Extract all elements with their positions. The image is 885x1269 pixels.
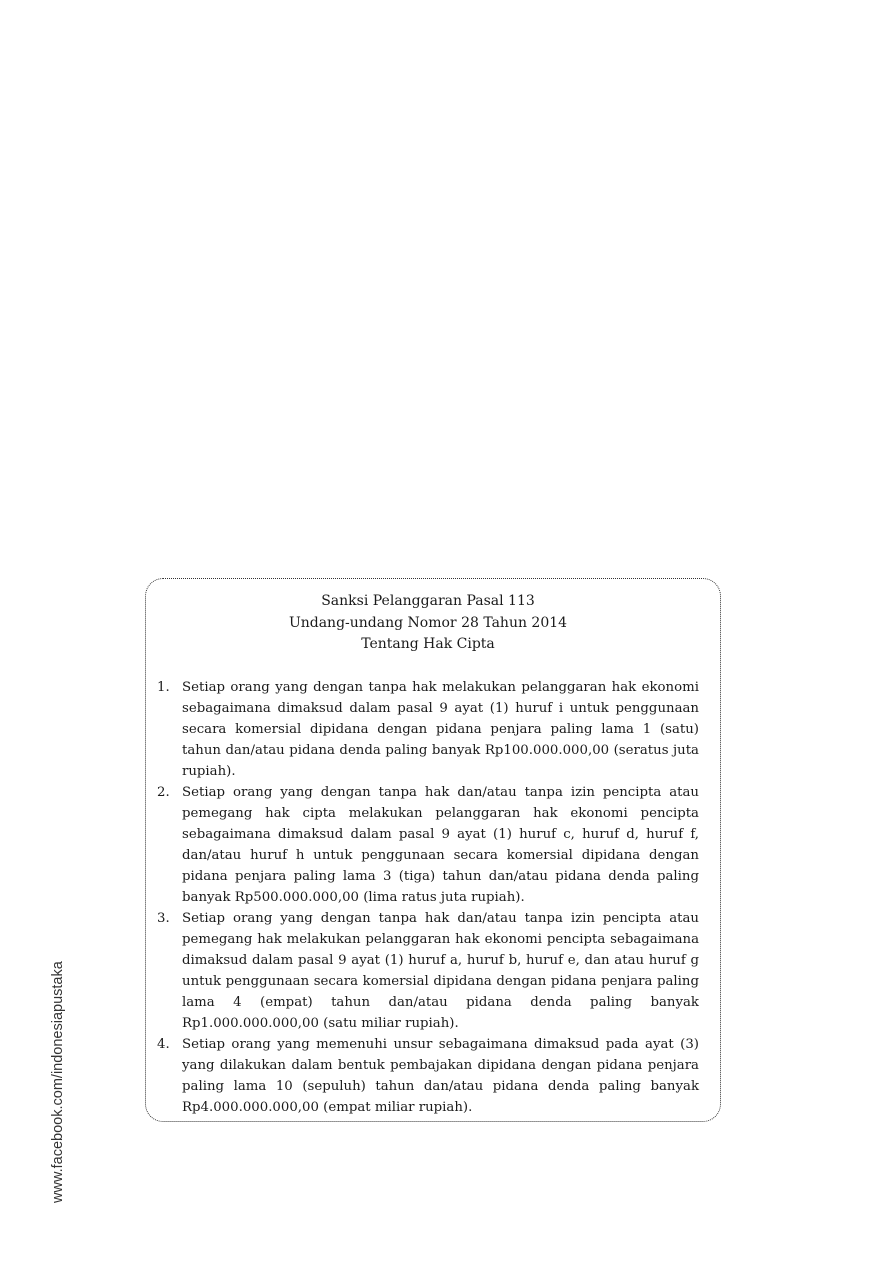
notice-heading — [157, 591, 699, 656]
clause-number: 4. — [157, 1036, 170, 1052]
heading-line-3: Tentang Hak Cipta — [361, 636, 495, 652]
sanction-clause-list — [157, 677, 699, 1118]
clause-text: Setiap orang yang dengan tanpa hak dan/atau tanpa izin pencipta atau pemegang hak cipta melakukan pelanggaran hak ekonomi pencipta sebagaimana dimaksud dalam pasal 9 ayat (1) huruf c, huruf d, huruf f, dan/atau huruf h untuk penggunaan secara komersial dipidana dengan pidana penjara paling lama 3 (tiga) tahun dan/atau pidana denda paling banyak Rp500.000.000,00 (lima ratus juta rupiah). — [182, 784, 699, 905]
sanction-clause — [157, 782, 699, 908]
sanction-clause — [157, 908, 699, 1034]
heading-line-1: Sanksi Pelanggaran Pasal 113 — [321, 593, 535, 609]
clause-number: 2. — [157, 784, 170, 800]
copyright-sanction-notice — [145, 578, 721, 1122]
sanction-clause — [157, 1034, 699, 1118]
heading-line-2: Undang-undang Nomor 28 Tahun 2014 — [288, 614, 568, 631]
clause-number: 1. — [157, 679, 170, 695]
clause-text: Setiap orang yang dengan tanpa hak dan/atau tanpa izin pencipta atau pemegang hak melakukan pelanggaran hak ekonomi pencipta sebagaimana dimaksud dalam pasal 9 ayat (1) huruf a, huruf b, huruf e, dan atau huruf g untuk penggunaan secara komersial dipidana dengan pidana penjara paling lama 4 (empat) tahun dan/atau pidana denda paling banyak Rp1.000.000.000,00 (satu miliar rupiah). — [182, 910, 699, 1031]
sanction-clause — [157, 677, 699, 782]
watermark-text: www.facebook.com/indonesiapustaka — [50, 961, 66, 1203]
clause-text: Setiap orang yang dengan tanpa hak melakukan pelanggaran hak ekonomi sebagaimana dimaksud dalam pasal 9 ayat (1) huruf i untuk penggunaan secara komersial dipidana dengan pidana penjara paling lama 1 (satu) tahun dan/atau pidana denda paling banyak Rp100.000.000,00 (seratus juta rupiah). — [182, 679, 699, 779]
clause-number: 3. — [157, 910, 170, 926]
clause-text: Setiap orang yang memenuhi unsur sebagaimana dimaksud pada ayat (3) yang dilakukan dalam bentuk pembajakan dipidana dengan pidana penjara paling lama 10 (sepuluh) tahun dan/atau pidana denda paling banyak Rp4.000.000.000,00 (empat miliar rupiah). — [182, 1036, 699, 1115]
